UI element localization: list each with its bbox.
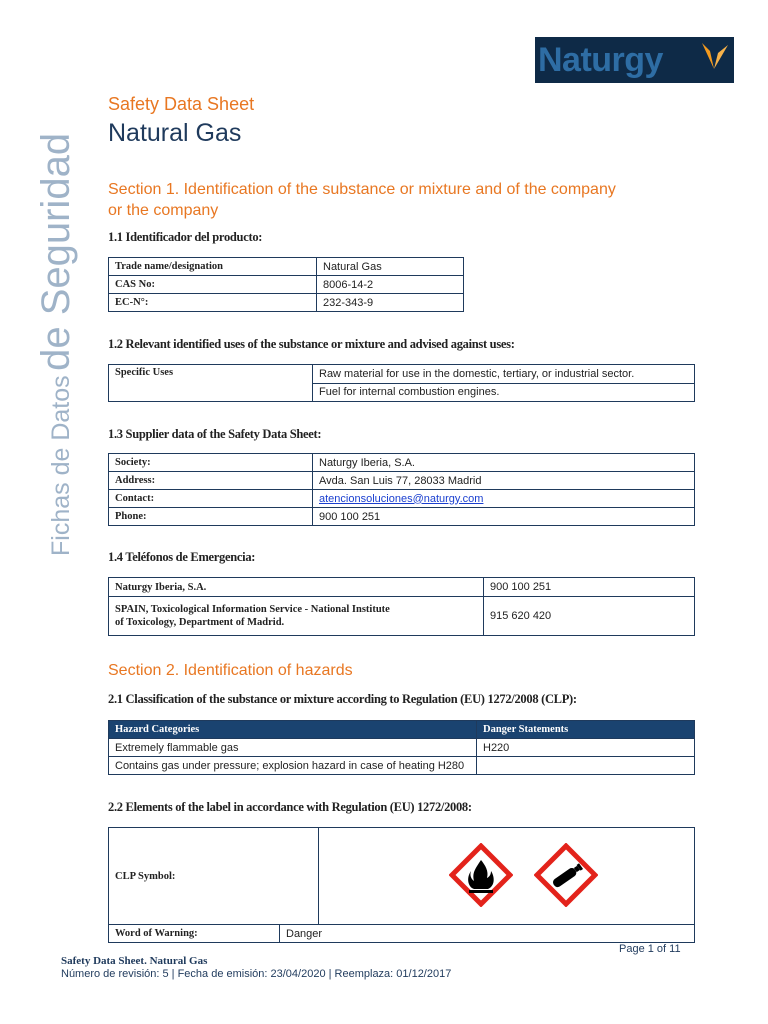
table-key: Contact: [109,490,313,508]
side-label-part2: de Seguridad [34,132,78,371]
section1-title-line2: or the company [108,202,219,219]
section-1-4-title: 1.4 Teléfonos de Emergencia: [108,550,256,564]
table-row [109,508,695,526]
table-row [109,472,695,490]
side-label-part1: Fichas de Datos [47,375,75,556]
naturgy-logo [535,37,734,83]
table-value: 8006-14-2 [317,276,464,294]
butterfly-icon [698,39,732,73]
table-key: Trade name/designation [109,258,317,276]
table-key: Naturgy Iberia, S.A. [109,578,484,597]
table-key: Phone: [109,508,313,526]
table-row [109,294,464,312]
side-label [32,76,80,556]
table-key: Address: [109,472,313,490]
section-2-1-title: 2.1 Classification of the substance or mixture according to Regulation (EU) 1272/2008 (CLP): [108,692,577,706]
pictograms-cell [319,828,695,925]
product-title: Natural Gas [108,119,242,147]
table-value: Fuel for internal combustion engines. [313,383,695,402]
contact-cell [313,490,695,508]
section-1-3-title: 1.3 Supplier data of the Safety Data Sheet: [108,427,322,441]
table-key: Society: [109,454,313,472]
footer-title: Safety Data Sheet. Natural Gas [61,955,208,967]
table-row [109,925,695,943]
table-row [109,828,695,925]
table-key: CAS No: [109,276,317,294]
table-value: H220 [477,739,695,757]
label-elements-table [108,827,695,943]
hazard-table [108,720,695,775]
section2-title: Section 2. Identification of hazards [108,662,353,679]
gas-cylinder-pictogram-icon [534,843,598,907]
table-value: 232-343-9 [317,294,464,312]
table-value: 900 100 251 [484,578,695,597]
table-value: Avda. San Luis 77, 28033 Madrid [313,472,695,490]
table-row [109,757,695,775]
supplier-table [108,453,695,526]
table-row [109,276,464,294]
table-key: EC-N°: [109,294,317,312]
table-value [477,757,695,775]
table-value: Contains gas under pressure; explosion hazard in case of heating H280 [109,757,477,775]
table-header: Danger Statements [477,721,695,739]
table-row [109,490,695,508]
table-row [109,454,695,472]
table-key [109,597,484,636]
table-value: Natural Gas [317,258,464,276]
contact-email-link[interactable]: atencionsoluciones@naturgy.com [319,492,484,505]
section1-title [108,179,688,221]
section-2-2-title: 2.2 Elements of the label in accordance with Regulation (EU) 1272/2008: [108,800,472,814]
table-value: Danger [280,925,695,943]
footer-revision: Número de revisión: 5 | Fecha de emisión: 23/04/2020 | Reemplaza: 01/12/2017 [61,968,452,980]
flame-pictogram-icon [449,843,513,907]
table-row [109,578,695,597]
table-row [109,365,695,384]
table-value: Raw material for use in the domestic, tertiary, or industrial sector. [313,365,695,384]
section1-title-line1: Section 1. Identification of the substance or mixture and of the company [108,181,616,198]
table-value: Naturgy Iberia, S.A. [313,454,695,472]
section-1-2-title: 1.2 Relevant identified uses of the substance or mixture and advised against uses: [108,337,515,351]
table-value: 915 620 420 [484,597,695,636]
table-value: 900 100 251 [313,508,695,526]
uses-table [108,364,695,402]
table-row [109,258,464,276]
table-key: Specific Uses [109,365,313,402]
emergency-table [108,577,695,636]
product-id-table [108,257,464,312]
emergency-key-line2: of Toxicology, Department of Madrid. [115,617,285,628]
doc-type: Safety Data Sheet [108,94,255,114]
logo-text: Naturgy [538,41,663,79]
section-1-1-title: 1.1 Identificador del producto: [108,230,263,244]
table-row [109,739,695,757]
table-row [109,597,695,636]
emergency-key-line1: SPAIN, Toxicological Information Service - National Institute [115,604,390,615]
table-header-row [109,721,695,739]
table-key: Word of Warning: [109,925,280,943]
table-key: CLP Symbol: [109,828,319,925]
table-header: Hazard Categories [109,721,477,739]
page-number: Page 1 of 11 [619,943,681,955]
table-value: Extremely flammable gas [109,739,477,757]
